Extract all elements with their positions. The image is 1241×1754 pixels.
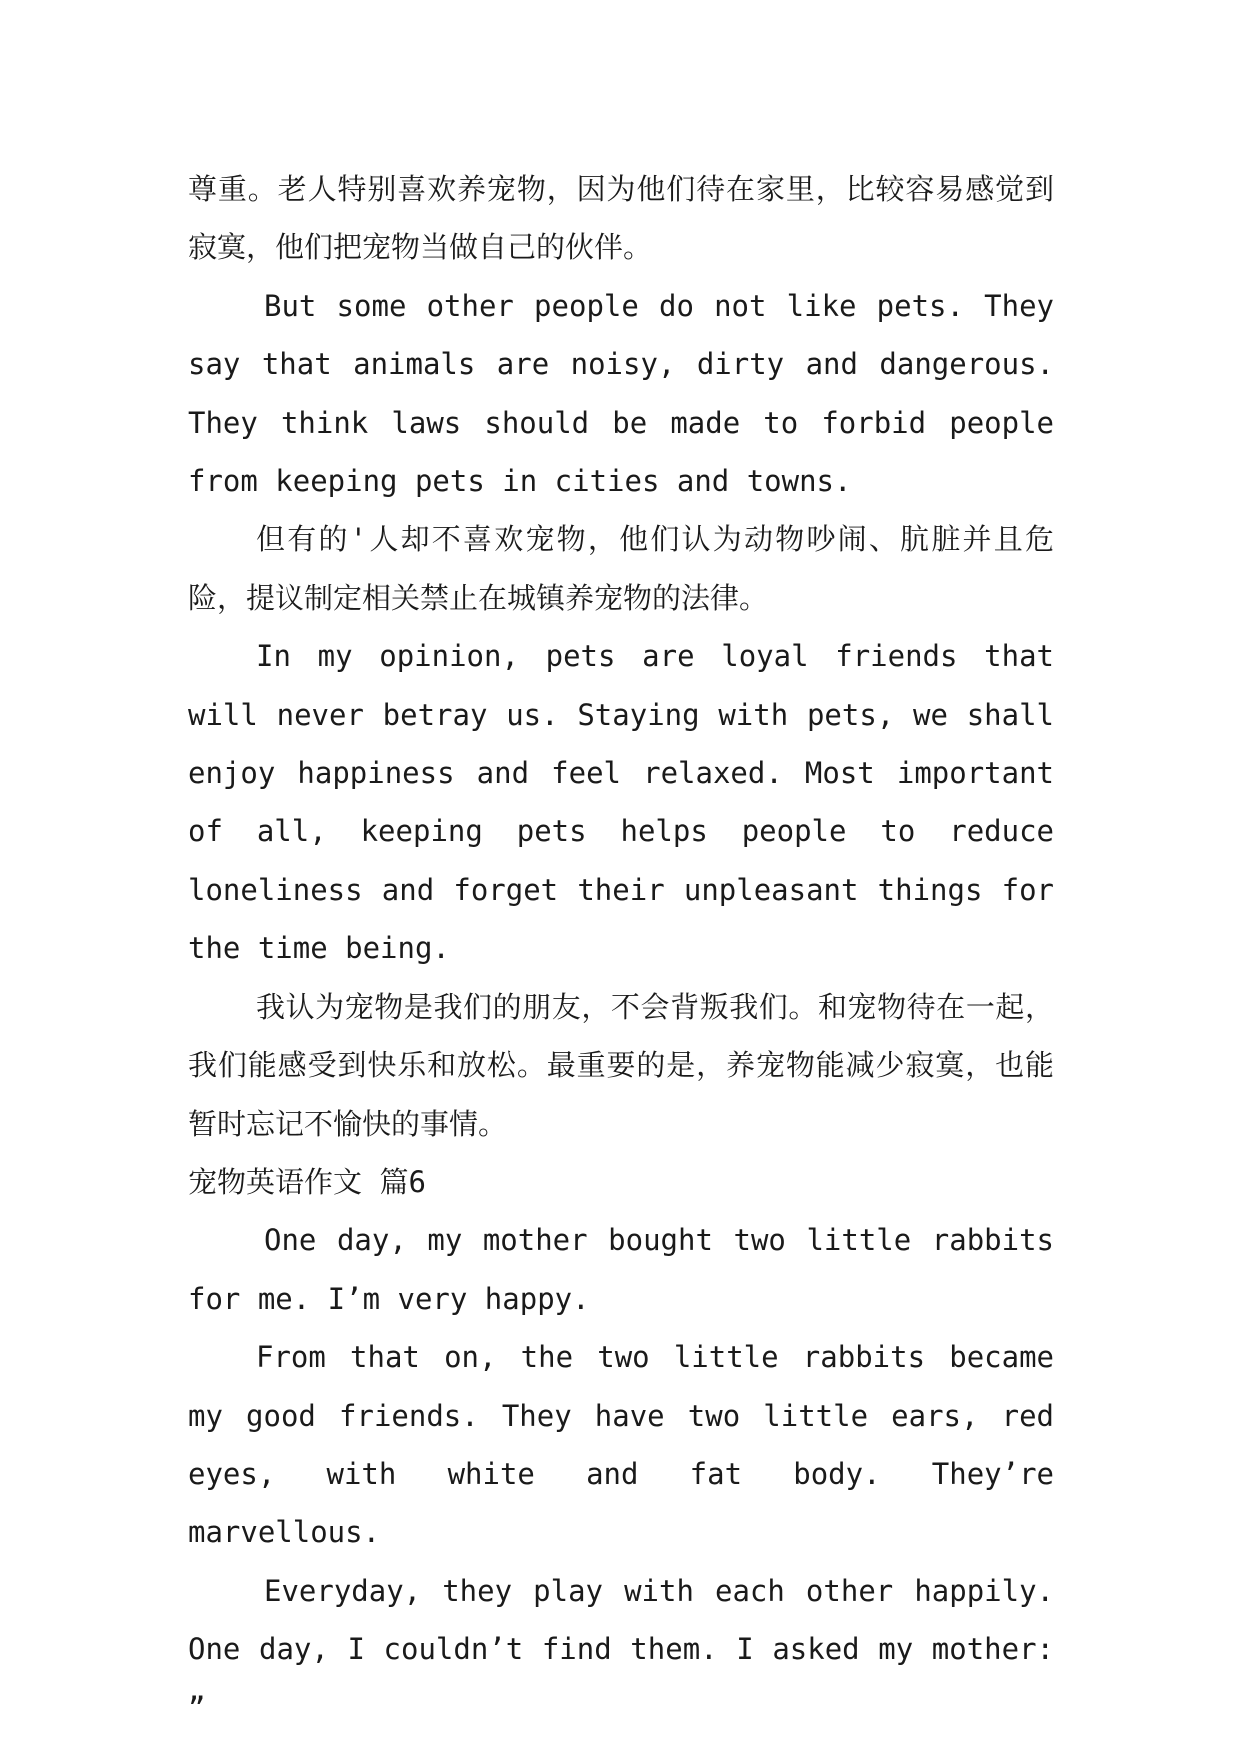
paragraph-en-opinion: In my opinion, pets are loyal friends that will never betray us. Staying with pets, we shall enjoy happiness and feel relaxed. Most important of all, keeping pets helps people to reduce loneliness and forget their unpleasant things for the time being. <box>188 639 1054 966</box>
paragraph-en-rabbits-play: Everyday, they play with each other happily. One day, I couldn’t find them. I asked my mother: ” <box>188 1573 1054 1725</box>
paragraph-cn-opponents: 但有的'人却不喜欢宠物，他们认为动物吵闹、肮脏并且危险，提议制定相关禁止在城镇养宠物的法律。 <box>188 522 1054 615</box>
paragraph-en-rabbits-friends: From that on, the two little rabbits became my good friends. They have two little ears, red eyes, with white and fat body. They’re marvellous. <box>188 1340 1054 1550</box>
document-body <box>188 160 1054 1737</box>
paragraph-en-opponents: But some other people do not like pets. They say that animals are noisy, dirty and dangerous. They think laws should be made to forbid people from keeping pets in cities and towns. <box>188 288 1054 499</box>
section-title: 宠物英语作文 篇6 <box>188 1164 426 1199</box>
paragraph-cn-continuation: 尊重。老人特别喜欢养宠物，因为他们待在家里，比较容易感觉到寂寞，他们把宠物当做自己的伙伴。 <box>188 172 1054 265</box>
paragraph-cn-opinion: 我认为宠物是我们的朋友，不会背叛我们。和宠物待在一起，我们能感受到快乐和放松。最重要的是，养宠物能减少寂寞，也能暂时忘记不愉快的事情。 <box>188 989 1054 1141</box>
paragraph-en-rabbits-gift: One day, my mother bought two little rabbits for me. I’m very happy. <box>188 1223 1054 1316</box>
